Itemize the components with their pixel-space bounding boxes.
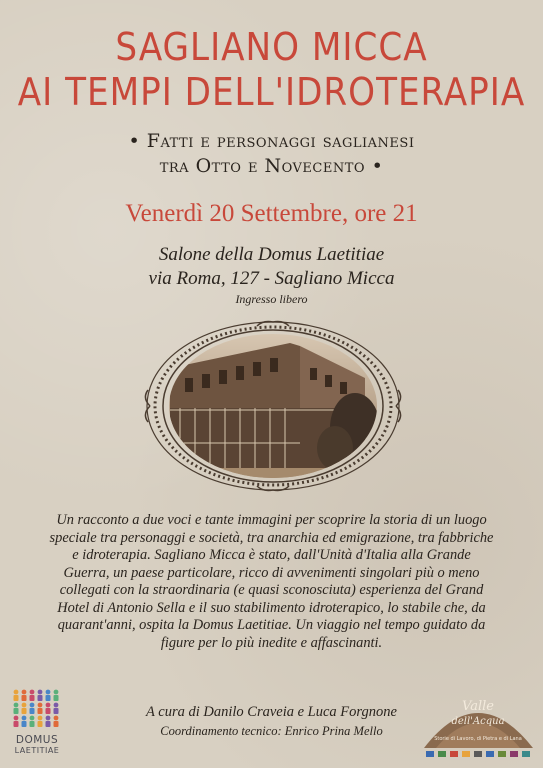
domus-logo-word-2: LAETITIAE (14, 746, 60, 755)
credits-technical: Coordinamento tecnico: Enrico Prina Mello (160, 724, 383, 738)
credits-curators: A cura di Danilo Craveia e Luca Forgnone (146, 704, 397, 720)
subtitle-line-2: tra Otto e Novecento • (159, 155, 384, 177)
hotel-photo (140, 318, 406, 494)
venue-entry: Ingresso libero (235, 292, 308, 306)
event-date: Venerdì 20 Settembre, ore 21 (125, 200, 418, 227)
domus-logo-word-1: DOMUS (15, 734, 59, 746)
valle-dell-acqua-logo (416, 688, 541, 760)
title-line-2: AI TEMPI DELL'IDROTERAPIA (17, 70, 526, 114)
valle-logo-tagline: Storie di Lavoro, di Pietra e di Lana (434, 736, 522, 742)
venue-name: Salone della Domus Laetitiae (158, 244, 385, 265)
title-line-1: SAGLIANO MICCA (115, 25, 428, 69)
valle-logo-word-2: dell'Acqua (451, 716, 505, 727)
venue-address: via Roma, 127 - Sagliano Micca (148, 268, 395, 289)
event-description: Un racconto a due voci e tante immagini per scoprire la storia di un luogo speciale tra personaggi e società, tra anarchia ed emigrazione, tra fabbriche e idroterapia. Sagliano Micca è stato, dall'Unità d'Italia alla Grande Guerra, un paese particolare, ricco di avvenimenti singolari più o meno collegati con la straordinaria (e quasi sconosciuta) esperienza del Grand Hotel di Antonio Sella e il suo stabilimento idroterapico, lo stabile che, da quarant'anni, ospita la Domus Laetitiae. Un viaggio nel tempo guidato da figure per lo più inedite e affascinanti. (49, 512, 494, 651)
valle-logo-word-1: Valle (462, 699, 494, 714)
subtitle-line-1: • Fatti e personaggi saglianesi (128, 130, 415, 152)
